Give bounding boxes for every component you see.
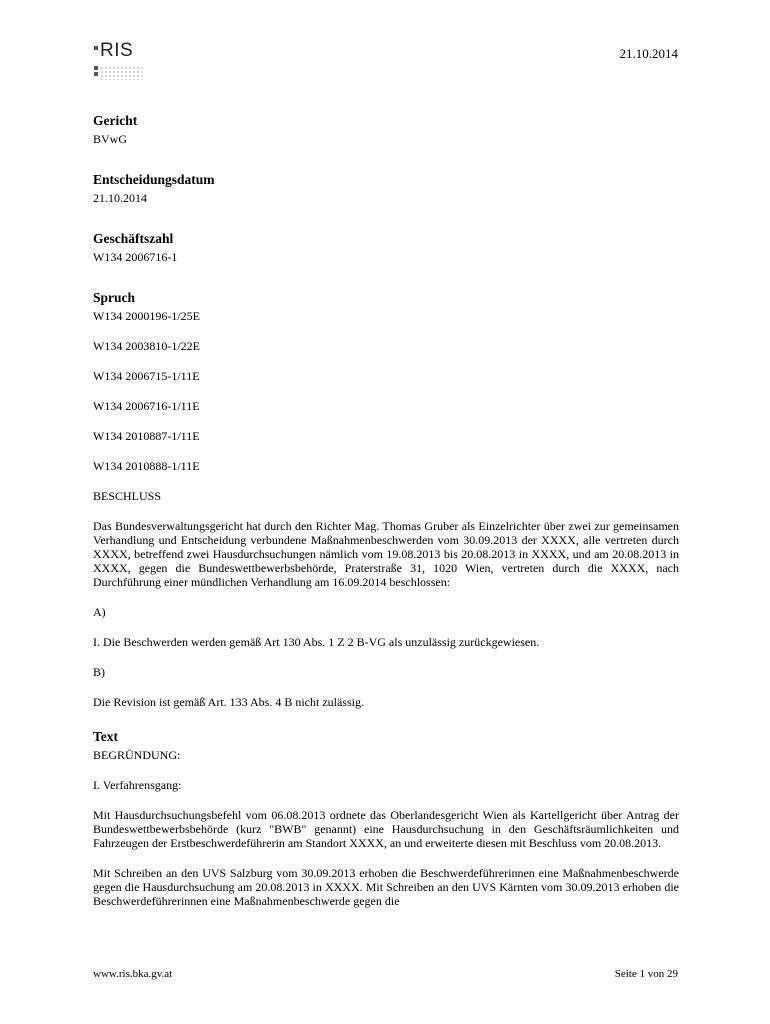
text-paragraph: Mit Hausdurchsuchungsbefehl vom 06.08.2013 ordnete das Oberlandesgericht Wien als Kartellgericht über Antrag der Bundeswettbewerbsbehörde (kurz "BWB" genannt) eine Hausdurchsuchung in den Geschäftsräumlichkeiten und Fahrzeugen der Erstbeschwerdeführerin am Standort XXXX, an und erweiterte diesen mit Beschluss vom 20.08.2013. bbox=[93, 808, 679, 850]
header-date: 21.10.2014 bbox=[619, 46, 678, 61]
case-number: W134 2006716-1/11E bbox=[93, 399, 200, 413]
verfahrensgang-label: I. Verfahrensgang: bbox=[93, 778, 182, 792]
case-number: W134 2000196-1/25E bbox=[93, 309, 200, 323]
case-number: W134 2010887-1/11E bbox=[93, 429, 200, 443]
section-heading: Gericht bbox=[93, 113, 138, 128]
section-gericht bbox=[93, 113, 679, 146]
section-b-text: Die Revision ist gemäß Art. 133 Abs. 4 B nicht zulässig. bbox=[93, 695, 364, 709]
section-heading: Entscheidungsdatum bbox=[93, 172, 215, 187]
text-paragraph: Mit Schreiben an den UVS Salzburg vom 30.09.2013 erhoben die Beschwerdeführerinnen eine Maßnahmenbeschwerde gegen die Hausdurchsuchung am 20.08.2013 in XXXX. Mit Schreiben an den UVS Kärnten vom 30.09.2013 erhoben die Beschwerdeführerinnen eine Maßnahmenbeschwerde gegen die bbox=[93, 866, 679, 908]
logo-grid-pattern bbox=[100, 66, 142, 80]
document-content bbox=[93, 113, 679, 934]
case-number-list bbox=[93, 309, 679, 473]
section-heading: Spruch bbox=[93, 290, 136, 305]
logo-dot bbox=[94, 72, 98, 76]
case-number: W134 2006715-1/11E bbox=[93, 369, 200, 383]
section-spruch bbox=[93, 290, 679, 709]
logo-dot bbox=[94, 66, 98, 70]
section-value: BVwG bbox=[93, 132, 128, 146]
ris-logo bbox=[94, 42, 150, 82]
begruendung-label: BEGRÜNDUNG: bbox=[93, 748, 181, 762]
footer-url: www.ris.bka.gv.at bbox=[93, 968, 173, 980]
logo-text: RIS bbox=[100, 40, 134, 61]
section-b-label: B) bbox=[93, 665, 105, 679]
section-value: W134 2006716-1 bbox=[93, 250, 178, 264]
case-number: W134 2010888-1/11E bbox=[93, 459, 200, 473]
section-a-label: A) bbox=[93, 605, 106, 619]
case-number: W134 2003810-1/22E bbox=[93, 339, 200, 353]
section-entscheidungsdatum bbox=[93, 172, 679, 205]
beschluss-intro: Das Bundesverwaltungsgericht hat durch den Richter Mag. Thomas Gruber als Einzelrichter über zwei zur gemeinsamen Verhandlung und Entscheidung verbundene Maßnahmenbeschwerden vom 30.09.2013 der XXXX, alle vertreten durch XXXX, betreffend zwei Hausdurchsuchungen nämlich vom 19.08.2013 bis 20.08.2013 in XXXX, und am 20.08.2013 in XXXX, gegen die Bundeswettbewerbsbehörde, Praterstraße 31, 1020 Wien, vertreten durch die XXXX, nach Durchführung einer mündlichen Verhandlung am 16.09.2014 beschlossen: bbox=[93, 519, 679, 589]
section-text bbox=[93, 729, 679, 908]
section-geschaeftszahl bbox=[93, 231, 679, 264]
section-heading: Text bbox=[93, 729, 119, 744]
section-heading: Geschäftszahl bbox=[93, 231, 174, 246]
section-a-text: I. Die Beschwerden werden gemäß Art 130 Abs. 1 Z 2 B-VG als unzulässig zurückgewiesen. bbox=[93, 635, 540, 649]
footer-page-number: Seite 1 von 29 bbox=[614, 968, 678, 980]
logo-dot bbox=[94, 46, 98, 50]
section-value: 21.10.2014 bbox=[93, 191, 147, 205]
beschluss-label: BESCHLUSS bbox=[93, 489, 162, 503]
